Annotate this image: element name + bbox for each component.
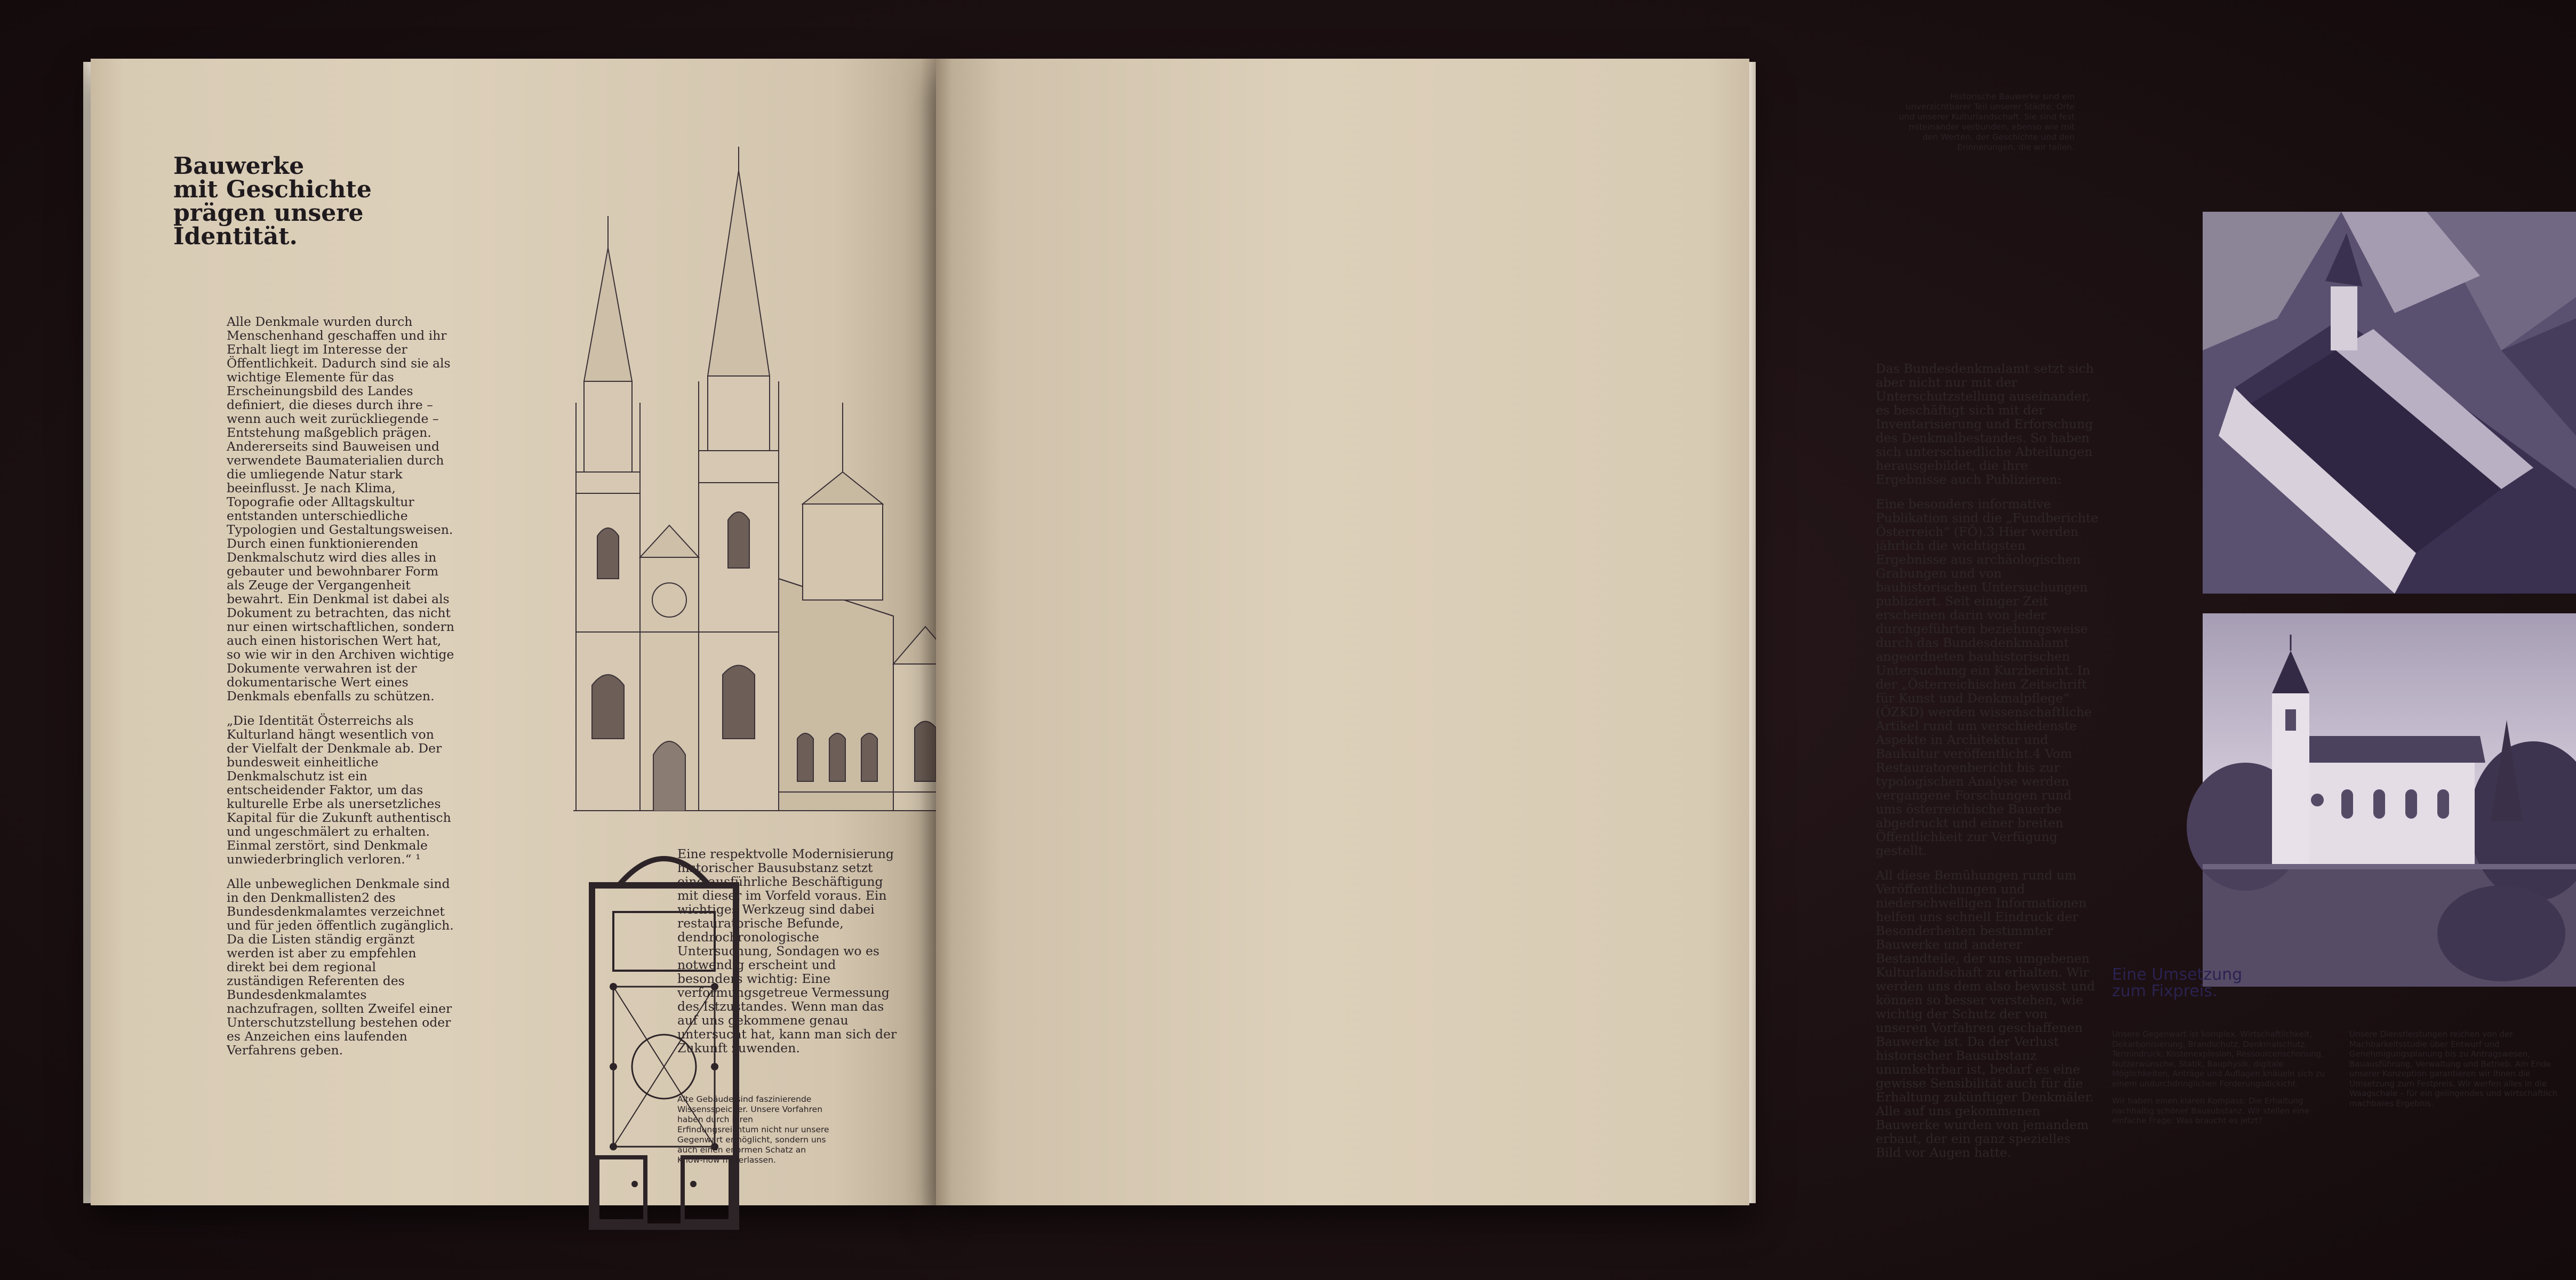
section-subhead: Eine Umsetzung zum Fixpreis. (2112, 965, 2243, 1001)
image-caption: Alte Gebäude sind faszinierende Wissensspeicher. Unsere Vorfahren haben durch ihren Erfindungsreichtum nicht nur unsere Gegenwart ermöglicht, sondern uns auch einen enormen Schatz an Know-how hinterlassen. (677, 1094, 829, 1165)
paragraph: Alle unbeweglichen Denkmale sind in den Denkmallisten2 des Bundesdenkmalamtes verzeichnet und für jeden öffentlich zugänglich. Da die Listen ständig ergänzt werden ist aber zu empfehlen direkt bei dem regional zuständigen Referenten des Bundesdenkmalamtes nachzufragen, sollten Zweifel einer Unterschutzstellung bestehen oder es Anzeichen eins laufenden Verfahrens geben. (227, 876, 454, 1058)
right-page (936, 59, 2558, 1205)
aerial-church-photo (2203, 212, 2576, 594)
paragraph: Eine besonders informative Publikation sind die „Fundberichte Österreich“ (FÖ).3 Hier werden jährlich die wichtigsten Ergebnisse aus archäologischen Grabungen und von bauhistorischen Untersuchungen publiziert. Seit einiger Zeit erscheinen darin von jeder durchgeführten beziehungsweise durch das Bundesdenkmalamt angeordneten bauhistorischen Untersuchung ein Kurzbericht. In der „Österreichischen Zeitschrift für Kunst und Denkmalpflege“ (ÖZKD) werden wissenschaftliche Artikel rund um verschiedenste Aspekte in Architektur und Baukultur veröffentlicht.4 Vom Restauratorenbericht bis zur typologischen Analyse werden vergangene Forschungen rund ums österreichische Bauerbe abgedruckt und einer breiten Öffentlichkeit zur Verfügung gestellt. (1876, 497, 2099, 858)
paragraph: Alle Denkmale wurden durch Menschenhand geschaffen und ihr Erhalt liegt im Interesse der Öffentlichkeit. Dadurch sind sie als wichtige Elemente für das Erscheinungsbild des Landes definiert, die dieses durch ihre – wenn auch weit zurückliegende – Entstehung maßgeblich prägen. Andererseits sind Bauweisen und verwendete Baumaterialien durch die umliegende Natur stark beeinflusst. Je nach Klima, Topografie oder Alltagskultur entstanden unterschiedliche Typologien und Gestaltungsweisen. Durch einen funktionierenden Denkmalschutz wird dies alles in gebauter und bewohnbarer Form als Zeuge der Vergangenheit bewahrt. Ein Denkmal ist dabei als Dokument zu betrachten, das nicht nur einen wirtschaftlichen, sondern auch einen historischen Wert hat, so wie wir in den Archiven wichtige Dokumente verwahren ist der dokumentarische Wert eines Denkmals ebenfalls zu schützen. (227, 314, 454, 703)
chapel-on-hill-photo (2203, 613, 2576, 987)
magazine-spread (91, 59, 2558, 1205)
left-body-column (227, 315, 456, 1068)
right-body-column (1876, 362, 2100, 1170)
quote-paragraph: „Die Identität Österreichs als Kulturland hängt wesentlich von der Vielfalt der Denkmale ab. Der bundesweit einheitliche Denkmalschutz ist ein entscheidender Faktor, um das kulturelle Erbe als unersetzliches Kapital für die Zukunft authentisch und ungeschmälert zu erhalten. Einmal zerstört, sind Denkmale unwiederbringlich verloren.“ ¹ (227, 713, 451, 867)
paragraph: Das Bundesdenkmalamt setzt sich aber nicht nur mit der Unterschutzstellung auseinander, es beschäftigt sich mit der Inventarisierung und Erforschung des Denkmalbestandes. So haben sich unterschiedliche Abteilungen herausgebildet, die ihre Ergebnisse auch Publizieren: (1876, 361, 2094, 487)
book-gutter-shadow (920, 59, 952, 1205)
service-column-1 (2112, 1029, 2325, 1133)
left-page (91, 59, 936, 1205)
page-stack-edge-right (1749, 62, 1756, 1203)
left-body-column-2 (677, 847, 901, 1066)
headline: Bauwerke mit Geschichte prägen unsere Identität. (173, 153, 372, 250)
paragraph: All diese Bemühungen rund um Veröffentlichungen und niederschwelligen Informationen helfen uns schnell Eindruck der Besonderheiten bestimmter Bauwerke und anderer Bestandteile, der uns umgebenen Kulturlandschaft zu erhalten. Wir werden uns dem also bewusst und können so besser verstehen, wie wichtig der Schutz der von unseren Vorfahren geschaffenen Bauwerke ist. Da der Verlust historischer Bausubstanz unumkehrbar ist, bedarf es eine gewisse Sensibilität auch für die Erhaltung zukünftiger Denkmäler. Alle auf uns gekommenen Bauwerke wurden von jemandem erbaut, der ein ganz spezielles Bild vor Augen hatte. (1876, 868, 2095, 1160)
page-stack-edge-left (83, 62, 91, 1203)
paragraph: Unsere Gegenwart ist komplex. Wirtschaftlichkeit, Dekarbonisierung, Brandschutz, Denkmalschutz, Termindruck, Kostenexplosion, Ressourcenschonung, Nutzerwünsche, Statik, Bauphysik, digitale Möglichkeiten, Anträge und Auflagen knäueln sich zu einem undurchdringlichen Forderungsdickicht. (2112, 1029, 2325, 1089)
paragraph: Eine respektvolle Modernisierung historischer Bausubstanz setzt eine ausführliche Beschäftigung mit dieser im Vorfeld voraus. Ein wichtiges Werkzeug sind dabei restauratorische Befunde, dendrochronologische Untersuchung, Sondagen wo es notwendig erscheint und besonders wichtig: Eine verformungsgetreue Vermessung des Istzustandes. Wenn man das auf uns gekommene genau untersucht hat, kann man sich der Zukunft zuwenden. (677, 846, 897, 1055)
service-column-2 (2349, 1029, 2563, 1116)
intro-caption: Historische Bauwerke sind ein unverzichtbarer Teil unserer Städte, Orte und unserer Kulturlandschaft. Sie sind fest miteinander verbunden, ebenso wie mit den Werten, der Geschichte und den Erinnerungen, die wir teilen. (1899, 92, 2075, 152)
paragraph: Unsere Dienstleistungen reichen von der Machbarkeitsstudie über Entwurf und Genehmigungsplanung bis zu Antragswesen, Bauausführung, Verwaltung und Betrieb. Am Ende unserer Konzeption garantieren wir Ihnen die Umsetzung zum Festpreis. Wir werfen alles in die Waagschale – für ein gelingendes und wirtschaftlich machbares Ergebnis. (2349, 1029, 2558, 1108)
paragraph: Wir haben einen klaren Kompass: Die Erhaltung nachhaltig schöner Bausubstanz. Wir stellen eine einfache Frage: Was braucht es jetzt? (2112, 1096, 2310, 1125)
